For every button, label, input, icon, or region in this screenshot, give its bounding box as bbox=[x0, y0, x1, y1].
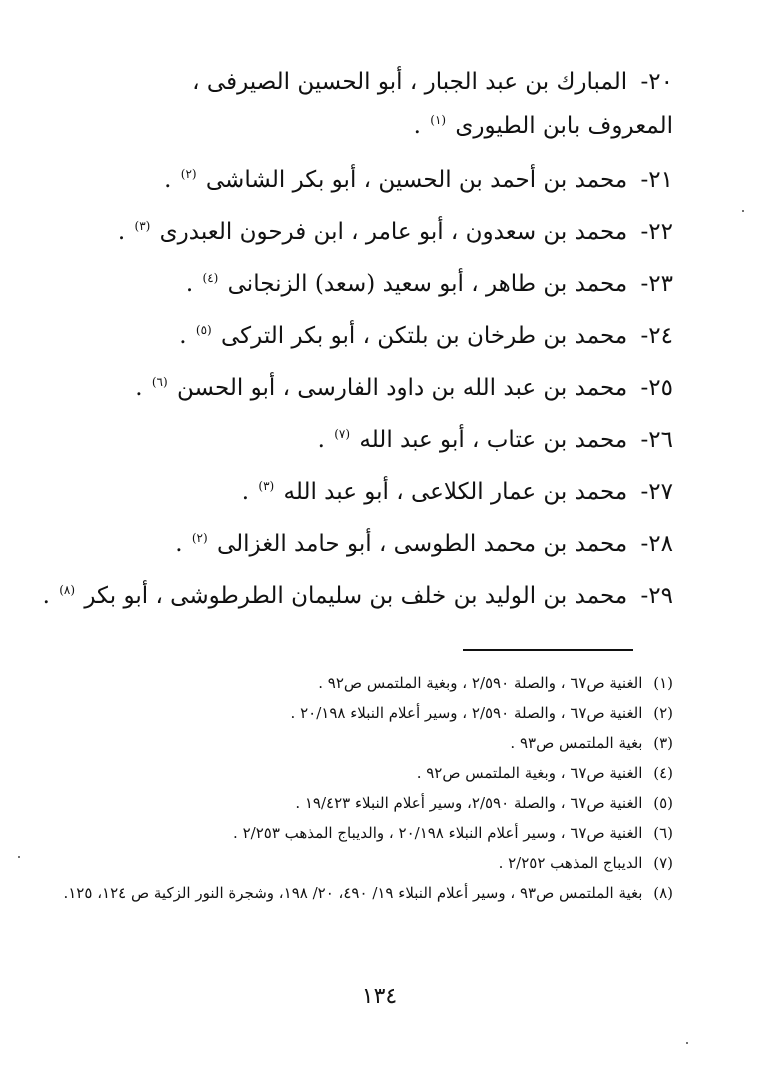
footnote-number: (٢) bbox=[653, 704, 673, 722]
entry-number: ٢٠- bbox=[640, 69, 673, 95]
scan-speck bbox=[742, 210, 744, 212]
entry-end: . bbox=[179, 323, 187, 349]
entry-26 bbox=[113, 414, 673, 466]
footnotes-list bbox=[63, 668, 673, 908]
footnote-marker: (٥) bbox=[195, 323, 212, 338]
entry-number: ٢٦- bbox=[640, 427, 673, 453]
footnote-7 bbox=[63, 848, 673, 878]
footnote-number: (١) bbox=[653, 674, 673, 692]
entry-28 bbox=[113, 518, 673, 570]
entry-text: محمد بن عتاب ، أبو عبد الله bbox=[359, 427, 628, 453]
footnote-text: بغية الملتمس ص٩٣ ، وسير أعلام النبلاء ١٩/ ٤٩٠، ٢٠/ ١٩٨، وشجرة النور الزكية ص ١٢٤، ١٢٥. bbox=[63, 884, 643, 902]
entry-29 bbox=[42, 570, 673, 622]
footnote-text: الغنية ص٦٧ ، وبغية الملتمس ص٩٢ . bbox=[416, 764, 643, 782]
footnote-text: الغنية ص٦٧ ، والصلة ٢/٥٩٠، وسير أعلام النبلاء ١٩/٤٢٣ . bbox=[295, 794, 643, 812]
footnote-text: الغنية ص٦٧ ، والصلة ٢/٥٩٠ ، وبغية الملتمس ص٩٢ . bbox=[318, 674, 643, 692]
scan-speck bbox=[18, 856, 20, 858]
entry-text: محمد بن طرخان بن بلتكن ، أبو بكر التركى bbox=[221, 323, 628, 349]
footnote-marker: (٣) bbox=[134, 219, 151, 234]
footnote-text: الغنية ص٦٧ ، وسير أعلام النبلاء ٢٠/١٩٨ ، والديباج المذهب ٢/٢٥٣ . bbox=[233, 824, 643, 842]
footnote-2 bbox=[63, 698, 673, 728]
entry-text: محمد بن محمد الطوسى ، أبو حامد الغزالى bbox=[216, 531, 628, 557]
entry-text: محمد بن أحمد بن الحسين ، أبو بكر الشاشى bbox=[205, 167, 628, 193]
entry-end: . bbox=[164, 167, 172, 193]
footnote-text: الغنية ص٦٧ ، والصلة ٢/٥٩٠ ، وسير أعلام النبلاء ٢٠/١٩٨ . bbox=[290, 704, 643, 722]
entry-text: المبارك بن عبد الجبار ، أبو الحسين الصيرفى ، المعروف بابن الطيورى bbox=[192, 69, 673, 139]
footnote-number: (٤) bbox=[653, 764, 673, 782]
footnote-marker: (٦) bbox=[151, 375, 168, 390]
entry-22 bbox=[113, 206, 673, 258]
footnote-1 bbox=[63, 668, 673, 698]
entry-text: محمد بن سعدون ، أبو عامر ، ابن فرحون العبدرى bbox=[159, 219, 628, 245]
entry-24 bbox=[113, 310, 673, 362]
footnote-marker: (٢) bbox=[180, 167, 197, 182]
entry-text: محمد بن طاهر ، أبو سعيد (سعد) الزنجانى bbox=[227, 271, 628, 297]
footnote-text: الديباج المذهب ٢/٢٥٢ . bbox=[498, 854, 643, 872]
entry-number: ٢١- bbox=[640, 167, 673, 193]
entry-number: ٢٩- bbox=[640, 583, 673, 609]
footnote-marker: (٧) bbox=[334, 427, 351, 442]
entry-21 bbox=[113, 154, 673, 206]
entry-end: . bbox=[317, 427, 325, 453]
entry-27 bbox=[113, 466, 673, 518]
footnote-number: (٥) bbox=[653, 794, 673, 812]
entry-text: محمد بن عبد الله بن داود الفارسى ، أبو الحسن bbox=[177, 375, 628, 401]
footnote-number: (٨) bbox=[653, 884, 673, 902]
entry-end: . bbox=[117, 219, 126, 245]
entry-number: ٢٤- bbox=[640, 323, 673, 349]
page-number: ١٣٤ bbox=[361, 984, 398, 1009]
entries-list bbox=[42, 60, 673, 622]
footnote-marker: (٣) bbox=[258, 479, 275, 494]
entry-number: ٢٢- bbox=[640, 219, 673, 245]
footnote-number: (٧) bbox=[653, 854, 673, 872]
entry-23 bbox=[113, 258, 673, 310]
footnote-separator bbox=[463, 649, 633, 651]
footnote-text: بغية الملتمس ص٩٣ . bbox=[510, 734, 643, 752]
footnote-marker: (٢) bbox=[191, 531, 208, 546]
entry-number: ٢٣- bbox=[640, 271, 673, 297]
entry-25 bbox=[113, 362, 673, 414]
footnote-number: (٣) bbox=[653, 734, 673, 752]
entry-end: . bbox=[42, 583, 50, 609]
entry-end: . bbox=[413, 113, 421, 139]
footnote-number: (٦) bbox=[653, 824, 673, 842]
footnote-marker: (٨) bbox=[59, 583, 76, 598]
footnote-6 bbox=[63, 818, 673, 848]
entry-end: . bbox=[135, 375, 143, 401]
footnote-5 bbox=[63, 788, 673, 818]
entry-number: ٢٨- bbox=[640, 531, 673, 557]
footnote-8 bbox=[63, 878, 673, 908]
entry-end: . bbox=[185, 271, 194, 297]
footnote-3 bbox=[63, 728, 673, 758]
footnote-4 bbox=[63, 758, 673, 788]
entry-end: . bbox=[241, 479, 250, 505]
footnote-marker: (١) bbox=[430, 113, 447, 128]
entry-text: محمد بن الوليد بن خلف بن سليمان الطرطوشى ، أبو بكر bbox=[84, 583, 628, 609]
scan-speck bbox=[686, 1042, 688, 1044]
entry-text: محمد بن عمار الكلاعى ، أبو عبد الله bbox=[283, 479, 628, 505]
entry-number: ٢٧- bbox=[640, 479, 673, 505]
entry-number: ٢٥- bbox=[640, 375, 673, 401]
footnote-marker: (٤) bbox=[202, 271, 219, 286]
entry-end: . bbox=[175, 531, 183, 557]
entry-20 bbox=[113, 60, 673, 148]
